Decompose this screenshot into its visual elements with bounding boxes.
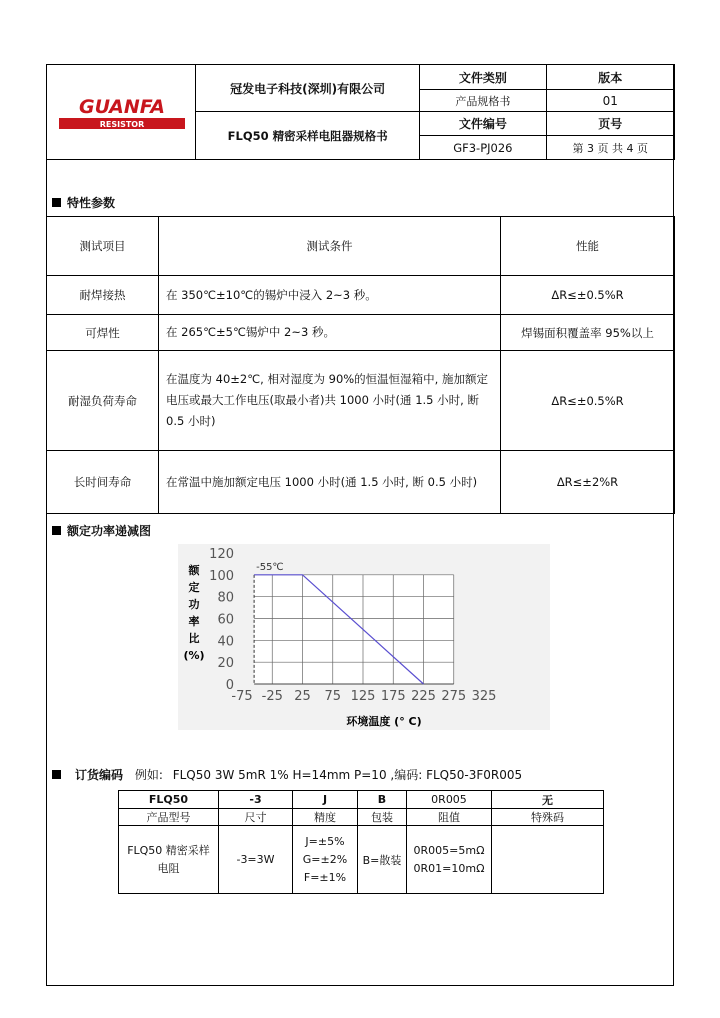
y-tick-label: 0 [225, 678, 234, 693]
chart-grid [254, 562, 454, 684]
chart-y-ticks [209, 547, 234, 693]
x-tick-label: 125 [350, 689, 376, 704]
row-condition: 在温度为 40±2℃, 相对湿度为 90%的恒温恒湿箱中, 施加额定电压或最大工作电压(取最小者)共 1000 小时(通 1.5 小时, 断 0.5 小时) [159, 351, 501, 451]
x-tick-label: -25 [261, 689, 283, 704]
row-performance: ΔR≤±0.5%R [501, 276, 675, 315]
x-tick-label: 175 [380, 689, 406, 704]
y-tick-label: 80 [217, 590, 234, 606]
header-tolerance: 精度 [293, 809, 358, 826]
doc-no-label: 文件编号 [420, 112, 546, 136]
detail-size: -3=3W [219, 826, 293, 894]
col-header-condition: 测试条件 [159, 217, 501, 276]
header-resistance: 阻值 [407, 809, 492, 826]
row-item: 耐湿负荷寿命 [47, 351, 159, 451]
derating-chart [178, 544, 550, 730]
doc-title: FLQ50 精密采样电阻器规格书 [196, 112, 420, 160]
chart-x-label: 环境温度 (° C) [346, 715, 422, 728]
y-label-char: 比 [188, 632, 200, 645]
order-example-prefix: 例如: [134, 768, 163, 782]
detail-packaging: B=散装 [358, 826, 407, 894]
order-example: FLQ50 3W 5mR 1% H=14mm P=10 ,编码: FLQ50-3F0R005 [172, 768, 523, 782]
code-special: 无 [492, 791, 604, 809]
row-item: 耐焊接热 [47, 276, 159, 315]
doc-type-label: 文件类别 [420, 65, 546, 90]
y-label-char: (%) [183, 649, 205, 662]
header-packaging: 包装 [358, 809, 407, 826]
header-size: 尺寸 [219, 809, 293, 826]
code-size: -3 [219, 791, 293, 809]
row-item: 长时间寿命 [47, 451, 159, 514]
y-label-char: 功 [188, 598, 200, 611]
order-header-row [119, 809, 604, 826]
chart-x-ticks [231, 689, 496, 704]
order-section-title: 订货编码 [75, 768, 124, 782]
detail-model: FLQ50 精密采样 电阻 [119, 826, 219, 894]
code-resistance: 0R005 [407, 791, 492, 809]
order-code-row [119, 791, 604, 809]
row-condition: 在常温中施加额定电压 1000 小时(通 1.5 小时, 断 0.5 小时) [159, 451, 501, 514]
row-condition: 在 265℃±5℃锡炉中 2~3 秒。 [159, 315, 501, 351]
x-tick-label: 225 [411, 689, 436, 704]
x-tick-label: 25 [294, 689, 311, 704]
row-performance: ΔR≤±0.5%R [501, 351, 675, 451]
section-bullet-icon [52, 526, 61, 535]
x-tick-label: 325 [471, 689, 497, 704]
y-tick-label: 20 [217, 656, 234, 672]
detail-tolerance: J=±5% G=±2% F=±1% [293, 826, 358, 894]
code-model: FLQ50 [119, 791, 219, 809]
y-label-char: 率 [188, 615, 200, 628]
detail-resistance: 0R005=5mΩ 0R01=10mΩ [407, 826, 492, 894]
code-tolerance: J [293, 791, 358, 809]
order-line [52, 766, 522, 783]
y-label-char: 额 [188, 564, 200, 577]
col-header-item: 测试项目 [47, 217, 159, 276]
x-tick-label: 275 [441, 689, 467, 704]
y-tick-label: 60 [217, 612, 234, 628]
version-label: 版本 [546, 65, 674, 90]
y-tick-label: 40 [217, 634, 234, 650]
table-row [47, 315, 675, 351]
chart-y-label [183, 563, 204, 662]
detail-special [492, 826, 604, 894]
header-special: 特殊码 [492, 809, 604, 826]
spec-section-title: 特性参数 [52, 194, 115, 211]
doc-no-value: GF3-PJ026 [420, 136, 546, 160]
col-header-performance: 性能 [501, 217, 675, 276]
header-model: 产品型号 [119, 809, 219, 826]
row-condition: 在 350℃±10℃的锡炉中浸入 2~3 秒。 [159, 276, 501, 315]
y-tick-label: 100 [209, 568, 234, 584]
x-tick-label: -75 [231, 689, 253, 704]
table-row [47, 351, 675, 451]
row-item: 可焊性 [47, 315, 159, 351]
spec-table [46, 216, 675, 514]
version-value: 01 [546, 90, 674, 112]
row-performance: 焊锡面积覆盖率 95%以上 [501, 315, 675, 351]
page-value: 第 3 页 共 4 页 [546, 136, 674, 160]
y-tick-label: 120 [209, 547, 234, 562]
page-label: 页号 [546, 112, 674, 136]
doc-type-value: 产品规格书 [420, 90, 546, 112]
row-performance: ΔR≤±2%R [501, 451, 675, 514]
table-row [47, 451, 675, 514]
table-row [47, 276, 675, 315]
y-label-char: 定 [188, 581, 200, 594]
logo-subtext: RESISTOR [99, 120, 145, 129]
spec-header-row [47, 217, 675, 276]
guanfa-logo [57, 94, 187, 132]
section-bullet-icon [52, 198, 61, 207]
section-bullet-icon [52, 770, 61, 779]
order-code-table [118, 790, 604, 894]
company-name: 冠发电子科技(深圳)有限公司 [196, 65, 420, 112]
logo-text: GUANFA [78, 96, 166, 118]
x-tick-label: 75 [324, 689, 342, 704]
annotation-label: -55℃ [256, 561, 284, 573]
derating-section-title: 额定功率递减图 [52, 522, 151, 539]
code-packaging: B [358, 791, 407, 809]
order-detail-row [119, 826, 604, 894]
